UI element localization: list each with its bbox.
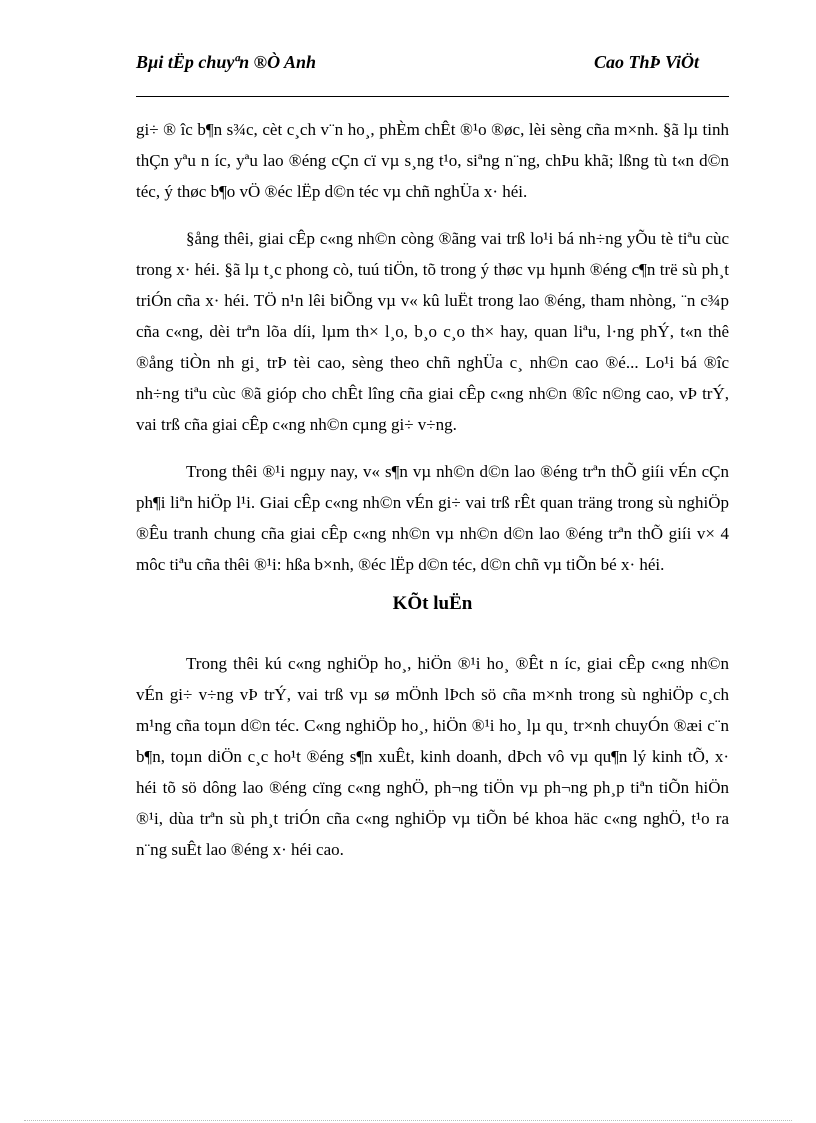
page-header bbox=[136, 50, 729, 97]
paragraph: Trong thêi ®¹i ngµy nay, v« s¶n vµ nh©n d©n lao ®éng trªn thÕ giíi vÉn cÇn ph¶i liªn hiÖp l¹i. Giai cÊp c«ng nh©n vÉn gi÷ vai trß rÊt quan träng trong sù nghiÖp ®Êu tranh chung cña giai cÊp c«ng nh©n vµ nh©n d©n lao ®éng trªn thÕ giíi v× 4 môc tiªu cña thêi ®¹i: hßa b×nh, ®éc lËp d©n téc, d©n chñ vµ tiÕn bé x· héi. bbox=[136, 462, 729, 574]
paragraph: §ång thêi, giai cÊp c«ng nh©n còng ®ãng vai trß lo¹i bá nh÷ng yÕu tè tiªu cùc trong x· héi. §ã lµ t¸c phong cò, tuú tiÖn, tõ trong ý thøc vµ hµnh ®éng c¶n trë sù ph¸t triÓn cña x· héi. TÖ n¹n lêi biÕng vµ v« kû luËt trong lao ®éng, tham nhòng, ¨n c¾p cña c«ng, dèi trªn lõa díi, lµm th× l¸o, b¸o c¸o th× hay, quan liªu, l·ng phÝ, t«n thê ®ång tiÒn nh gi¸ trÞ tèi cao, sèng theo chñ nghÜa c¸ nh©n cao ®é... Lo¹i bá ®îc nh÷ng tiªu cùc ®ã gióp cho chÊt lîng cña giai cÊp c«ng nh©n ®îc n©ng cao, vÞ trÝ, vai trß cña giai cÊp c«ng nh©n cµng gi÷ v÷ng. bbox=[136, 229, 729, 434]
header-title-left: Bµi tËp chuyªn ®Ò Anh bbox=[136, 52, 316, 72]
page-border-divider bbox=[24, 1120, 792, 1121]
conclusion-paragraph: Trong thêi kú c«ng nghiÖp ho¸, hiÖn ®¹i ho¸ ®Êt n íc, giai cÊp c«ng nh©n vÉn gi÷ v÷ng vÞ trÝ, vai trß vµ sø mÖnh lÞch sö cña m×nh trong sù nghiÖp c¸ch m¹ng cña toµn d©n téc. C«ng nghiÖp ho¸, hiÖn ®¹i ho¸ lµ qu¸ tr×nh chuyÓn ®æi c¨n b¶n, toµn diÖn c¸c ho¹t ®éng s¶n xuÊt, kinh doanh, dÞch vô vµ qu¶n lý kinh tÕ, x· héi tõ sö dông lao ®éng cïng c«ng nghÖ, ph¬ng tiÖn vµ ph¬ng ph¸p tiªn tiÕn hiÖn ®¹i, dùa trªn sù ph¸t triÓn cña c«ng nghiÖp vµ tiÕn bé khoa häc c«ng nghÖ, t¹o ra n¨ng suÊt lao ®éng x· héi cao. bbox=[136, 654, 729, 859]
paragraph-continuation: gi÷ ® îc b¶n s¾c, cèt c¸ch v¨n ho¸, phÈm chÊt ®¹o ®øc, lèi sèng cña m×nh. §ã lµ tinh thÇn yªu n íc, yªu lao ®éng cÇn cï vµ s¸ng t¹o, siªng n¨ng, chÞu khã; lßng tù t«n d©n téc, ý thøc b¶o vÖ ®éc lËp d©n téc vµ chñ nghÜa x· héi. bbox=[136, 120, 729, 201]
section-title: KÕt luËn bbox=[392, 593, 473, 614]
document-body bbox=[136, 114, 729, 865]
header-author: Cao ThÞ ViÖt bbox=[593, 52, 699, 72]
